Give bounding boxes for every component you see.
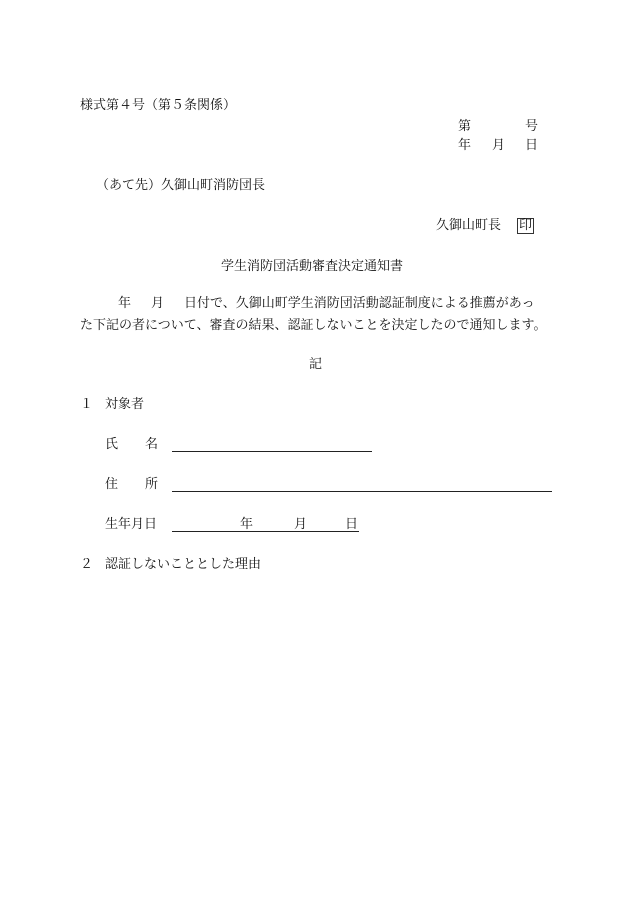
section1-label: 対象者: [105, 397, 145, 412]
issue-tsuki: 月: [492, 138, 506, 153]
ki-heading: 記: [309, 357, 323, 372]
address-label-1: 住: [105, 477, 119, 492]
section2-label: 認証しないこととした理由: [105, 557, 262, 572]
dob-hi: 日: [345, 517, 359, 532]
addressee: （あて先）久御山町消防団長: [96, 178, 266, 193]
body-nen: 年: [118, 296, 132, 311]
form-number: 様式第４号（第５条関係）: [80, 98, 237, 113]
address-label-2: 所: [145, 477, 159, 492]
body-line2: た下記の者について、審査の結果、認証しないことを決定したので通知します。: [80, 318, 547, 333]
section2-number: ２: [80, 557, 94, 572]
dob-tsuki: 月: [294, 517, 308, 532]
name-underline: [172, 451, 372, 452]
name-label-1: 氏: [105, 437, 119, 452]
dob-label: 生年月日: [105, 517, 158, 532]
issue-go: 号: [525, 119, 539, 134]
body-line1-rest: 日付で、久御山町学生消防団活動認証制度による推薦があっ: [184, 296, 535, 311]
address-underline: [172, 491, 552, 492]
body-tsuki: 月: [151, 296, 165, 311]
issue-dai: 第: [458, 119, 472, 134]
dob-underline: [172, 531, 359, 532]
issue-nen: 年: [458, 138, 472, 153]
sender: [436, 218, 534, 234]
seal-mark: 印: [519, 218, 533, 233]
name-label-2: 名: [145, 437, 159, 452]
sender-title: 久御山町長: [436, 218, 502, 233]
section1-number: １: [80, 397, 94, 412]
document-title: 学生消防団活動審査決定通知書: [221, 259, 404, 274]
issue-hi: 日: [525, 138, 539, 153]
dob-nen: 年: [240, 517, 254, 532]
